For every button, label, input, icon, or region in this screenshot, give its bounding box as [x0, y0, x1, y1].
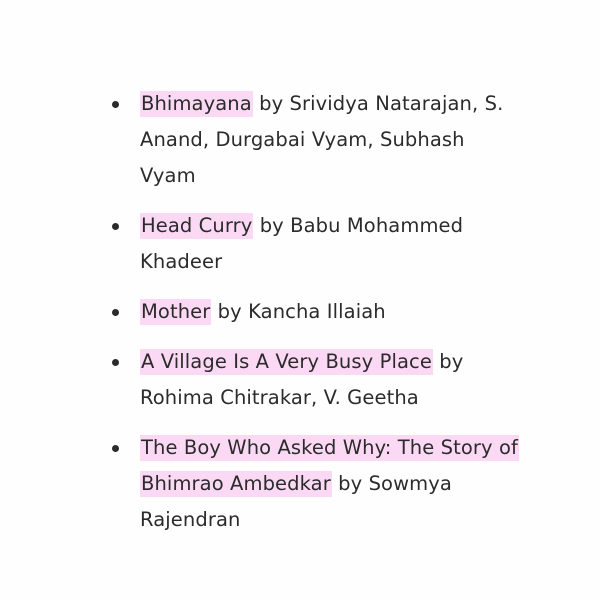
book-authors: Sowmya Rajendran: [140, 472, 452, 531]
book-title: Bhimayana: [141, 92, 252, 115]
book-title: Head Curry: [141, 214, 253, 237]
list-item: [104, 86, 524, 194]
list-item: [104, 430, 524, 538]
book-authors: Rohima Chitrakar, V. Geetha: [140, 386, 419, 409]
connector-text: by: [252, 92, 290, 115]
bullet-icon: [112, 430, 121, 466]
book-title: Mother: [141, 300, 211, 323]
book-list: [104, 86, 524, 552]
bullet-icon: [112, 294, 121, 330]
connector-text: by: [331, 472, 369, 495]
list-item: [104, 344, 524, 416]
bullet-icon: [112, 208, 121, 244]
list-item: [104, 294, 524, 330]
book-title: A Village Is A Very Busy Place: [141, 350, 432, 373]
book-authors: Srividya Natarajan, S. Anand, Durgabai Vyam, Subhash Vyam: [140, 92, 504, 187]
book-title: The Boy Who Asked Why: The Story of Bhimrao Ambedkar: [141, 436, 518, 495]
bullet-icon: [112, 344, 121, 380]
connector-text: by: [432, 350, 464, 373]
book-authors: Kancha Illaiah: [248, 300, 386, 323]
connector-text: by: [253, 214, 291, 237]
book-authors: Babu Mohammed Khadeer: [140, 214, 464, 273]
list-item: [104, 208, 524, 280]
connector-text: by: [211, 300, 249, 323]
bullet-icon: [112, 86, 121, 122]
